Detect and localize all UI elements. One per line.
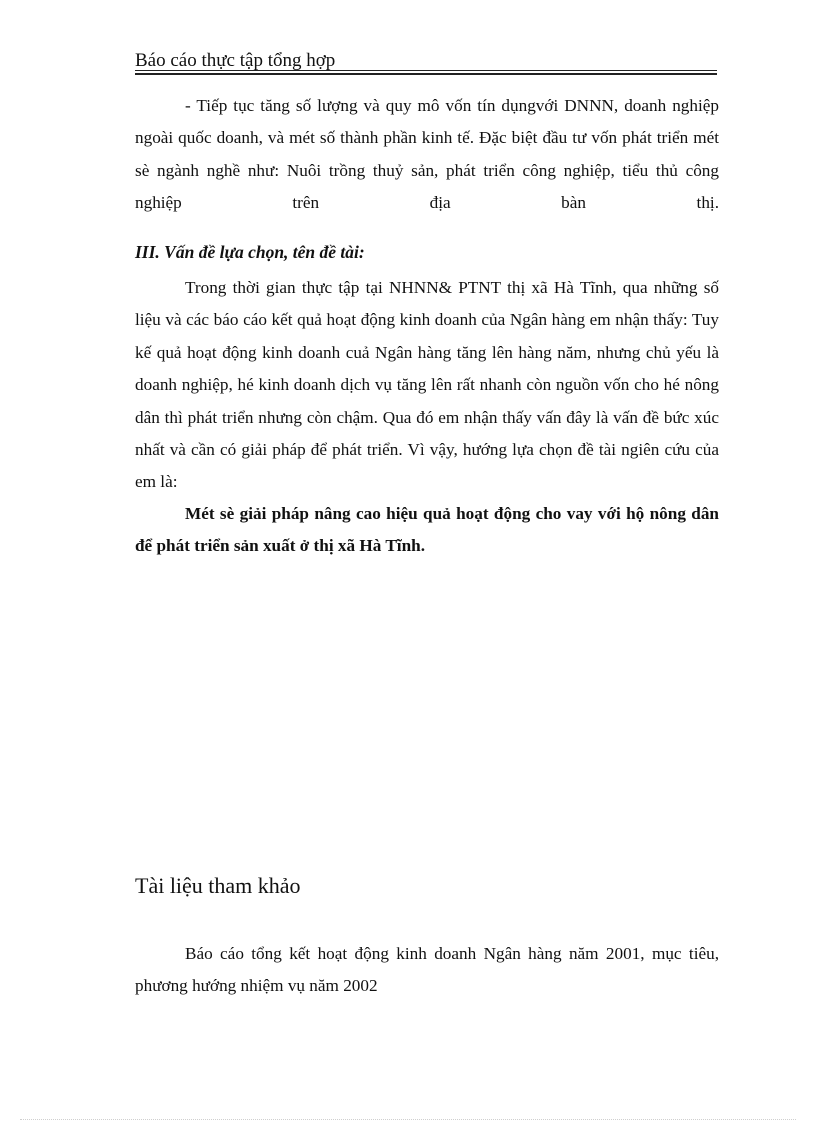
page-header-title: Báo cáo thực tập tổng hợp	[135, 50, 336, 71]
paragraph-internship-observation: Trong thời gian thực tập tại NHNN& PTNT thị xã Hà Tĩnh, qua những số liệu và các báo cáo kết quả hoạt động kinh doanh của Ngân hàng em nhận thấy: Tuy kế quả hoạt động kinh doanh cuả Ngân hàng tăng lên hàng năm, nhưng chủ yếu là doanh nghiệp, hé kinh doanh dịch vụ tăng lên rất nhanh còn nguồn vốn cho hé nông dân thì phát triển nhưng còn chậm. Qua đó em nhận thấy vấn đây là vấn đề bức xúc nhất và cần có giải pháp để phát triển. Vì vậy, hướng lựa chọn đề tài ngiên cứu của em là:	[135, 278, 719, 492]
paragraph-credit-growth: - Tiếp tục tăng số lượng và quy mô vốn tín dụngvới DNNN, doanh nghiệp ngoài quốc doanh, và mét số thành phần kinh tế. Đặc biệt đầu tư vốn phát triển mét sè ngành nghề như: Nuôi trồng thuỷ sản, phát triển công nghiệp, tiểu thủ công nghiệp trên địa bàn thị.	[135, 96, 719, 213]
header-rule-thick	[135, 73, 717, 75]
page-bottom-border	[20, 1119, 796, 1120]
header-rule-thin	[135, 70, 717, 71]
paragraph-thesis-title: Mét sè giải pháp nâng cao hiệu quả hoạt động cho vay với hộ nông dân để phát triển sản xuất ở thị xã Hà Tĩnh.	[135, 504, 719, 556]
section-heading-topic: III. Vấn đề lựa chọn, tên đề tài:	[135, 242, 365, 262]
references-heading: Tài liệu tham khảo	[135, 873, 301, 898]
reference-item: Báo cáo tổng kết hoạt động kinh doanh Ngân hàng năm 2001, mục tiêu, phương hướng nhiệm vụ năm 2002	[135, 944, 719, 996]
